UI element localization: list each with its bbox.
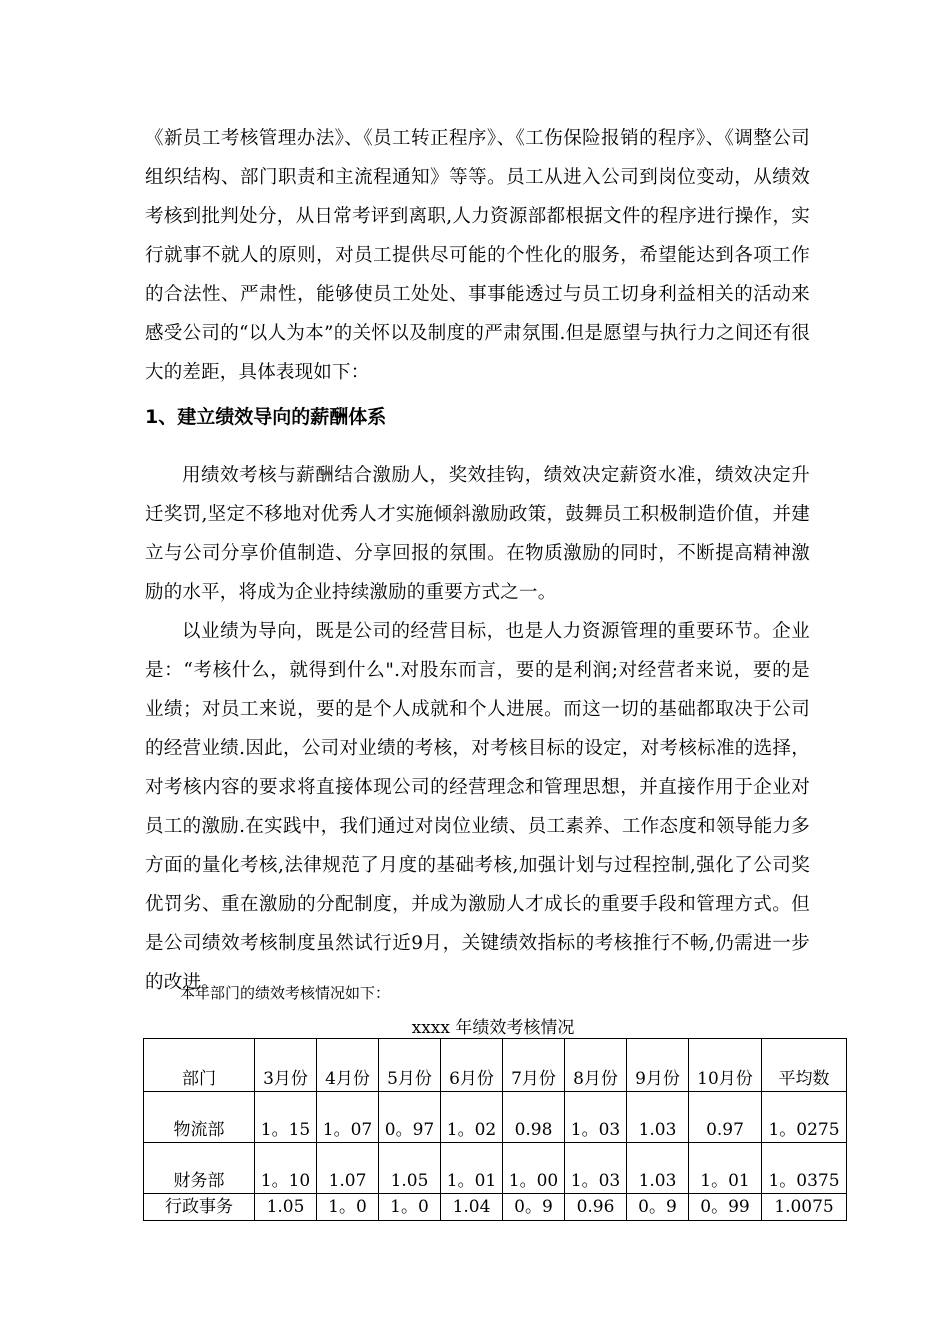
paragraph-2: 用绩效考核与薪酬结合激励人，奖效挂钩，绩效决定薪资水准，绩效决定升迁奖罚,坚定不移地对优秀人才实施倾斜激励政策，鼓舞员工积极制造价值，并建立与公司分享价值制造、分享回报的氛围。在物质激励的同时，不断提高精神激励的水平，将成为企业持续激励的重要方式之一。 [145,465,810,603]
header-oct: 10月份 [689,1039,762,1092]
cell-dept: 财务部 [144,1143,255,1194]
cell-dept: 行政事务 [144,1194,255,1221]
table-header-row [144,1039,847,1092]
table-row [144,1092,847,1143]
cell-value: 1。15 [255,1092,317,1143]
paragraph-3: 以业绩为导向，既是公司的经营目标，也是人力资源管理的重要环节。企业是：“考核什么，就得到什么".对股东而言，要的是利润;对经营者来说，要的是业绩；对员工来说，要的是个人成就和个人进展。而这一切的基础都取决于公司的经营业绩.因此，公司对业绩的考核，对考核目标的设定，对考核标准的选择，对考核内容的要求将直接体现公司的经营理念和管理思想，并直接作用于企业对员工的激励.在实践中，我们通过对岗位业绩、员工素养、工作态度和领导能力多方面的量化考核,法律规范了月度的基础考核,加强计划与过程控制,强化了公司奖优罚劣、重在激励的分配制度，并成为激励人才成长的重要手段和管理方式。但是公司绩效考核制度虽然试行近9月，关键绩效指标的考核推行不畅,仍需进一步的改进。 [145,621,810,993]
header-jul: 7月份 [503,1039,565,1092]
table-intro: 本年部门的绩效考核情况如下： [180,984,391,1002]
cell-value: 1。02 [441,1092,503,1143]
cell-average: 1。0275 [762,1092,847,1143]
header-jun: 6月份 [441,1039,503,1092]
cell-value: 1。0 [379,1194,441,1221]
cell-value: 1.03 [627,1092,689,1143]
cell-value: 1。01 [689,1143,762,1194]
cell-value: 0。97 [379,1092,441,1143]
paragraph-1: 《新员工考核管理办法》、《员工转正程序》、《工伤保险报销的程序》、《调整公司组织结构、部门职责和主流程通知》等等。员工从进入公司到岗位变动，从绩效考核到批判处分，从日常考评到离职,人力资源部都根据文件的程序进行操作，实行就事不就人的原则，对员工提供尽可能的个性化的服务，希望能达到各项工作的合法性、严肃性，能够使员工处处、事事能透过与员工切身利益相关的活动来感受公司的“以人为本”的关怀以及制度的严肃氛围.但是愿望与执行力之间还有很大的差距，具体表现如下： [145,128,810,383]
cell-value: 1。03 [565,1092,627,1143]
cell-value: 0.96 [565,1194,627,1221]
cell-value: 1。03 [565,1143,627,1194]
cell-value: 1.04 [441,1194,503,1221]
cell-value: 1.07 [317,1143,379,1194]
cell-value: 1。01 [441,1143,503,1194]
header-aug: 8月份 [565,1039,627,1092]
header-avg: 平均数 [762,1039,847,1092]
cell-average: 1。0375 [762,1143,847,1194]
header-dept: 部门 [144,1039,255,1092]
cell-value: 1.05 [255,1194,317,1221]
cell-value: 1.05 [379,1143,441,1194]
cell-dept: 物流部 [144,1092,255,1143]
cell-value: 0。9 [627,1194,689,1221]
header-sep: 9月份 [627,1039,689,1092]
cell-average: 1.0075 [762,1194,847,1221]
section-heading: 1、建立绩效导向的薪酬体系 [145,406,387,428]
header-apr: 4月份 [317,1039,379,1092]
cell-value: 1。07 [317,1092,379,1143]
table-caption: xxxx 年绩效考核情况 [411,1018,575,1038]
cell-value: 0。99 [689,1194,762,1221]
cell-value: 1。0 [317,1194,379,1221]
cell-value: 1。10 [255,1143,317,1194]
table-row [144,1143,847,1194]
performance-table [143,1038,847,1221]
table-row [144,1194,847,1221]
cell-value: 1.03 [627,1143,689,1194]
header-mar: 3月份 [255,1039,317,1092]
cell-value: 0.98 [503,1092,565,1143]
header-may: 5月份 [379,1039,441,1092]
cell-value: 0。9 [503,1194,565,1221]
cell-value: 0.97 [689,1092,762,1143]
cell-value: 1。00 [503,1143,565,1194]
